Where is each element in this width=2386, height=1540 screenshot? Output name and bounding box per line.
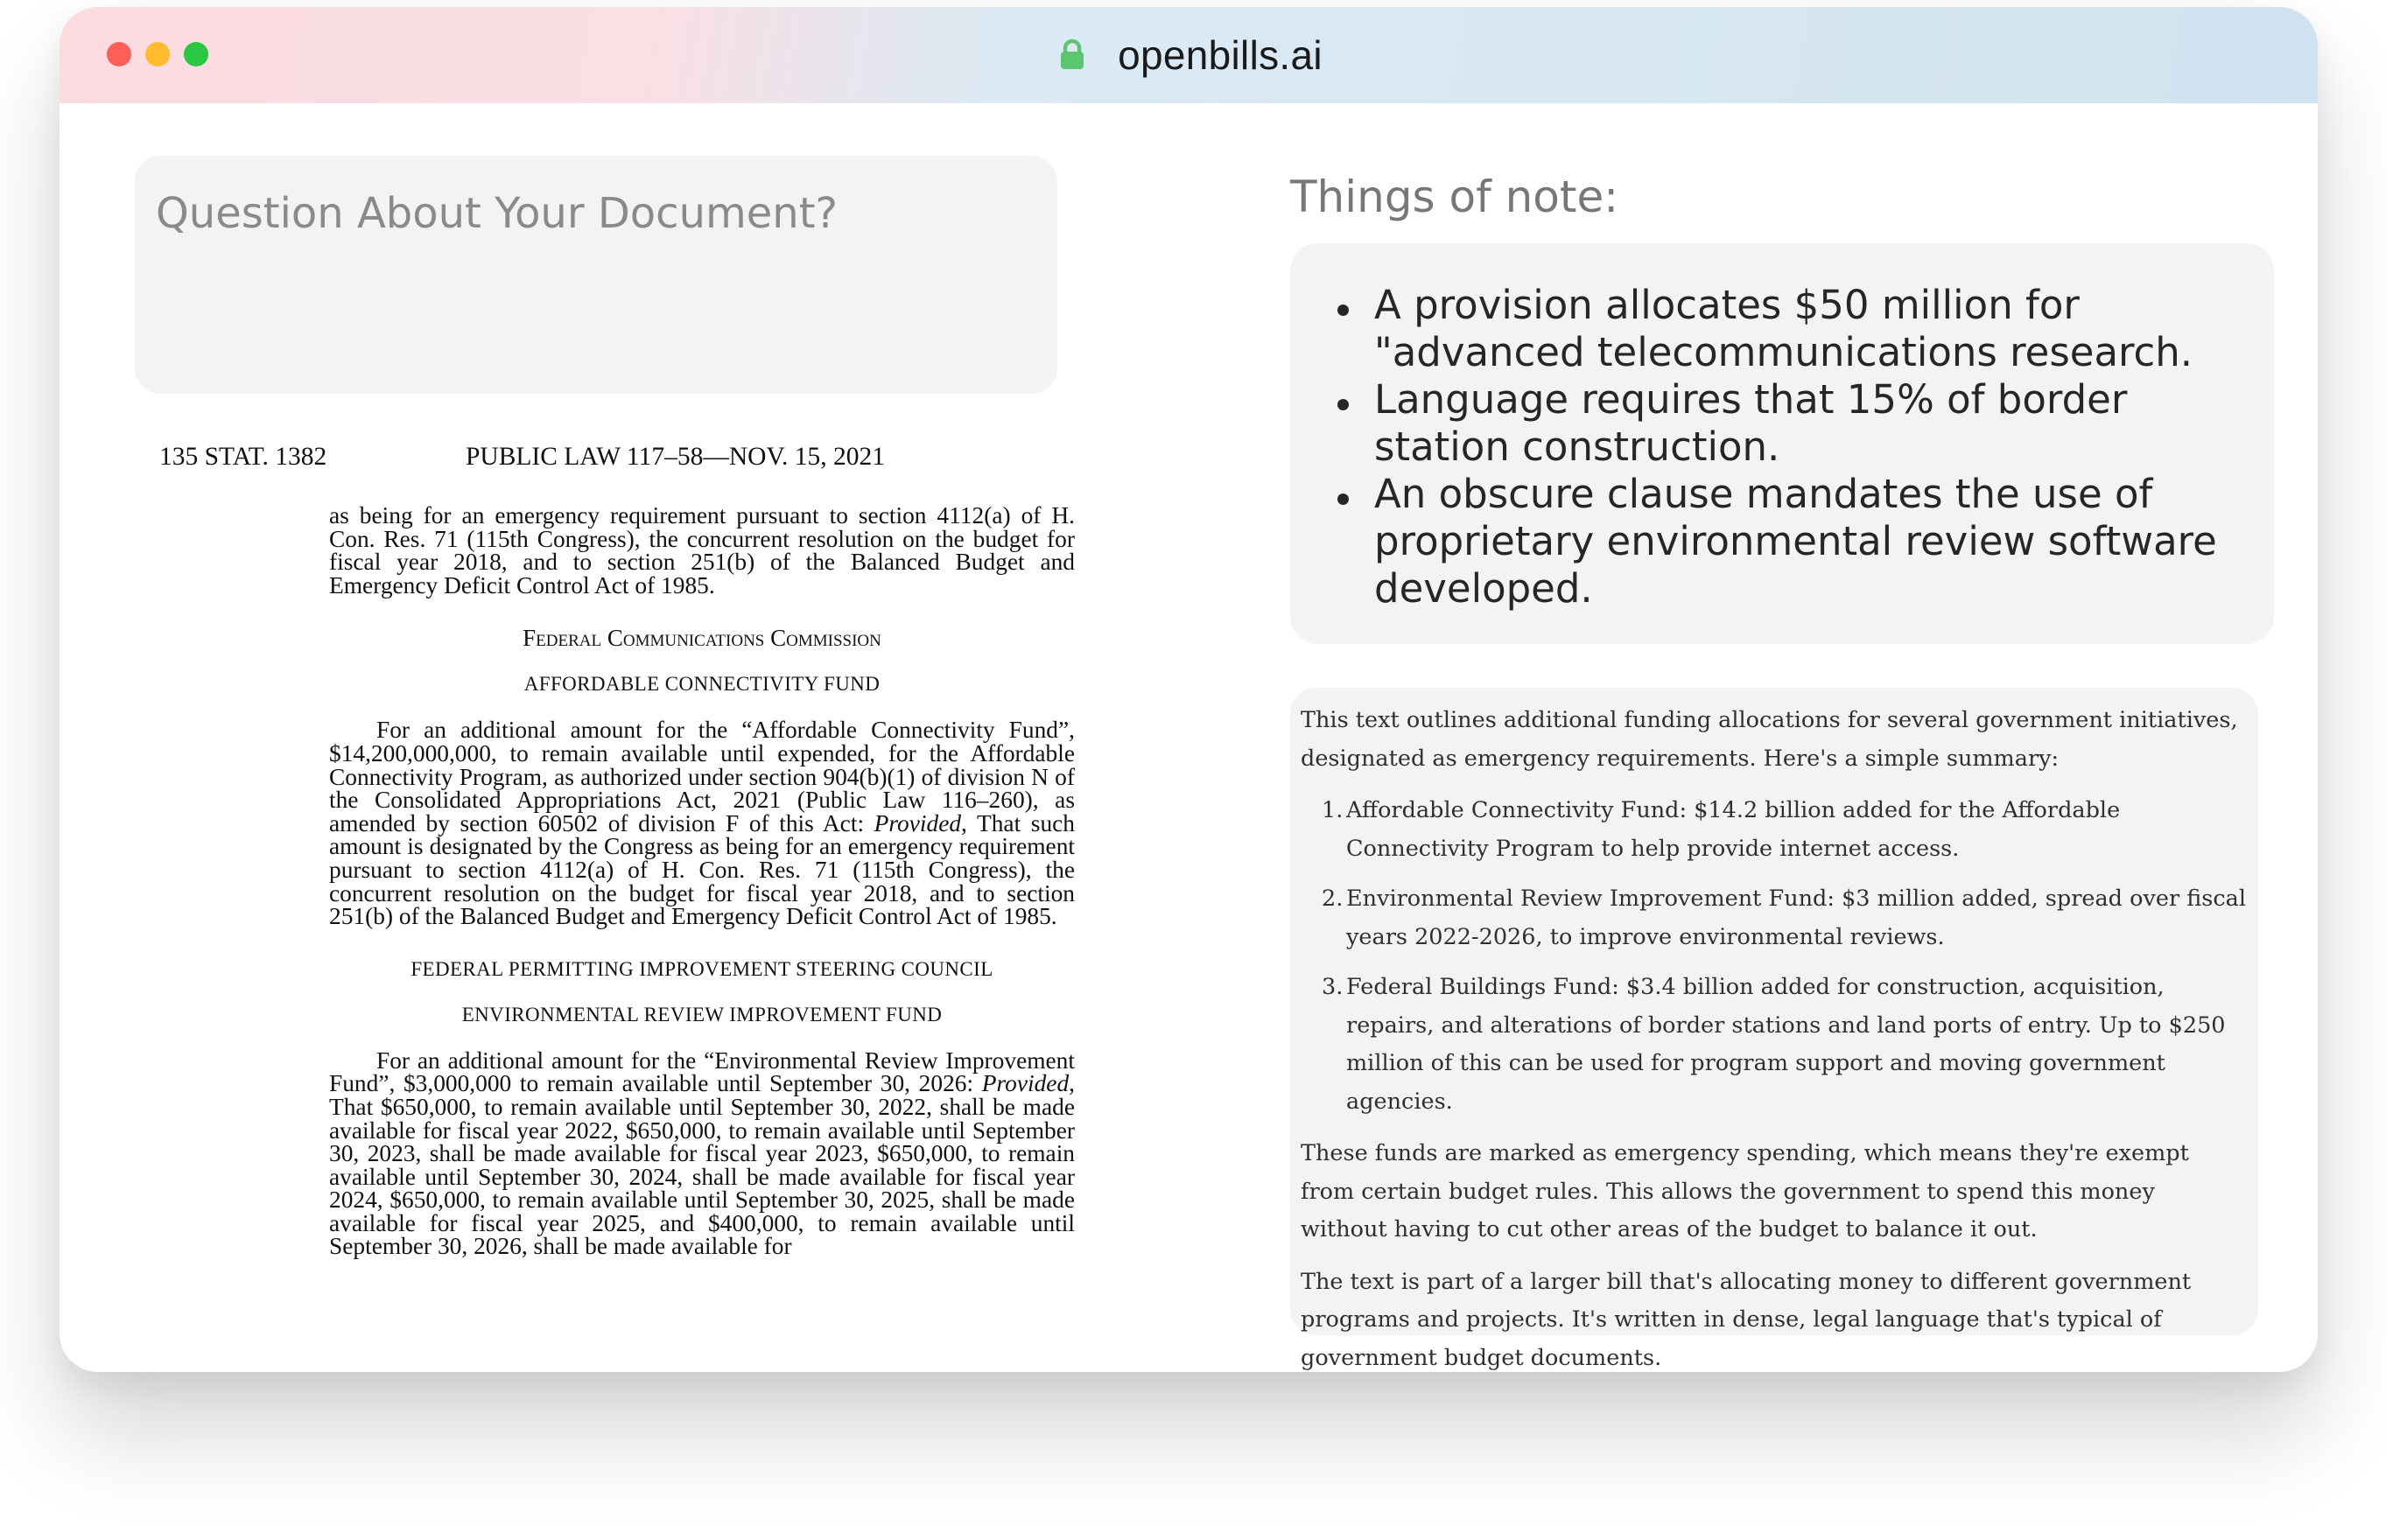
page-reference: 135 STAT. 1382 bbox=[159, 443, 327, 471]
fund-heading: AFFORDABLE CONNECTIVITY FUND bbox=[523, 673, 881, 696]
summary-item: 1. Affordable Connectivity Fund: $14.2 billion added for the Affordable Connectivity Program to help provide internet access. bbox=[1322, 797, 2121, 862]
summary-item: 2. Environmental Review Improvement Fund: $3 million added, spread over fiscal years 2022-2026, to improve environmental reviews. bbox=[1322, 886, 2246, 950]
agency-heading: Federal Communications Commission bbox=[523, 625, 881, 652]
document-body bbox=[329, 504, 1075, 1288]
summary-item: 3. Federal Buildings Fund: $3.4 billion added for construction, acquisition, repairs, and alterations of border stations and land ports of entry. Up to $250 million of this can be used for program support and moving government agencies. bbox=[1322, 974, 2226, 1115]
url-text: openbills.ai bbox=[1118, 32, 1323, 78]
document-paragraph: For an additional amount for the “Affordable Connectivity Fund”, $14,200,000,000, to remain available until expended, for the Affordable Connectivity Program, as authorized under section 904(b)(1) of division N of the Consolidated Appropriations Act, 2021 (Public Law 116–260), as amended by section 60502 of division F of this Act: Provided, That such amount is designated by the Congress as being for an emergency requirement pursuant to section 4112(a) of H. Con. Res. 71 (115th Congress), the concurrent resolution on the budget for fiscal year 2018, and to section 251(b) of the Balanced Budget and Emergency Deficit Control Act of 1985. bbox=[329, 717, 1075, 930]
document-paragraph: as being for an emergency requirement pursuant to section 4112(a) of H. Con. Res. 71 (115th Congress), the concurrent resolution on the budget for fiscal year 2018, and to section 251(b) of the Balanced Budget and Emergency Deficit Control Act of 1985. bbox=[329, 502, 1075, 598]
address-bar[interactable] bbox=[60, 7, 2318, 103]
summary-paragraph: The text is part of a larger bill that's allocating money to different government programs and projects. It's written in dense, legal language that's typical of government budget documents. bbox=[1301, 1268, 2192, 1371]
summary-panel bbox=[1290, 688, 2258, 1371]
agency-heading: FEDERAL PERMITTING IMPROVEMENT STEERING COUNCIL bbox=[411, 957, 993, 980]
summary-content bbox=[1301, 702, 2246, 1391]
law-title: PUBLIC LAW 117–58—NOV. 15, 2021 bbox=[466, 443, 885, 471]
notes-panel bbox=[1290, 243, 2274, 644]
notes-list bbox=[1332, 282, 2251, 612]
fund-heading: ENVIRONMENTAL REVIEW IMPROVEMENT FUND bbox=[461, 1003, 943, 1026]
notes-heading: Things of note: bbox=[1290, 172, 1619, 222]
lock-icon bbox=[1055, 37, 1090, 72]
note-item: A provision allocates $50 million for "advanced telecommunications research. bbox=[1332, 282, 2251, 376]
summary-list bbox=[1301, 792, 2246, 1121]
summary-paragraph: These funds are marked as emergency spending, which means they're exempt from certain budget rules. This allows the government to spend this money without having to cut other areas of the budget to balance it out. bbox=[1301, 1140, 2189, 1242]
question-input[interactable] bbox=[135, 156, 1057, 394]
question-placeholder: Question About Your Document? bbox=[156, 189, 838, 238]
note-item: Language requires that 15% of border station construction. bbox=[1332, 376, 2251, 471]
title-bar bbox=[60, 7, 2318, 103]
document-paragraph: For an additional amount for the “Environmental Review Improvement Fund”, $3,000,000 to remain available until September 30, 2026: Provided, That $650,000, to remain available until September 30, 2022, shall be made available for fiscal year 2022, $650,000, to remain available until September 30, 2023, shall be made available for fiscal year 2023, $650,000, to remain available until September 30, 2024, shall be made available for fiscal year 2024, $650,000, to remain available until September 30, 2025, shall be made available for fiscal year 2025, and $400,000, to remain available until September 30, 2026, shall be made available for bbox=[329, 1046, 1075, 1260]
note-item: An obscure clause mandates the use of proprietary environmental review software developed. bbox=[1332, 471, 2251, 612]
summary-intro: This text outlines additional funding allocations for several government initiatives, designated as emergency requirements. Here's a simple summary: bbox=[1301, 707, 2238, 772]
document-header bbox=[159, 443, 885, 472]
